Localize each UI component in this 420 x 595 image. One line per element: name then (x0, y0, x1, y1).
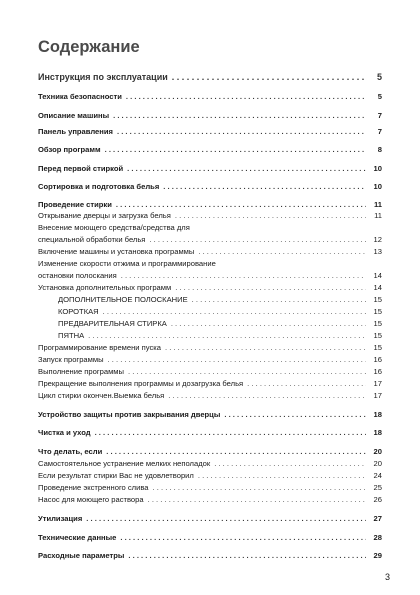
toc-leader-dots (224, 410, 366, 420)
toc-leader-dots (171, 319, 366, 329)
toc-entry[interactable] (38, 247, 382, 257)
toc-entry-page: 25 (373, 483, 382, 492)
toc-entry-page: 15 (373, 343, 382, 352)
toc-leader-dots (198, 471, 366, 481)
toc-leader-dots (127, 164, 366, 174)
toc-entry[interactable] (38, 495, 382, 505)
toc-entry-label: Установка дополнительных программ (38, 283, 172, 292)
toc-entry-page: 11 (374, 211, 382, 220)
toc-entry-page: 10 (373, 164, 382, 173)
toc-leader-dots (172, 72, 366, 82)
toc-entry-label: Технические данные (38, 533, 117, 542)
toc-entry[interactable] (38, 343, 382, 353)
page-title: Содержание (38, 38, 140, 56)
toc-entry-label: специальной обработки белья (38, 235, 146, 244)
toc-entry[interactable] (38, 72, 382, 82)
toc-leader-dots (165, 343, 366, 353)
toc-entry[interactable] (38, 111, 382, 121)
toc-entry-label: Утилизация (38, 514, 83, 523)
toc-entry-page: 20 (373, 459, 382, 468)
toc-entry[interactable] (38, 283, 382, 293)
toc-leader-dots (116, 200, 366, 210)
toc-entry-page: 5 (376, 72, 382, 82)
toc-entry-label: Самостоятельное устранение мелких неполадок (38, 459, 211, 468)
toc-entry-page: 17 (373, 379, 382, 388)
toc-entry[interactable] (38, 514, 382, 524)
toc-entry-label: ПРЕДВАРИТЕЛЬНАЯ СТИРКА (58, 319, 167, 328)
toc-entry-label: Описание машины (38, 111, 110, 120)
toc-entry-label: Если результат стирки Вас не удовлетворил (38, 471, 194, 480)
toc-entry-label: Обзор программ (38, 145, 101, 154)
toc-entry-page: 20 (373, 447, 382, 456)
toc-entry[interactable] (38, 471, 382, 481)
toc-entry[interactable] (38, 200, 382, 210)
toc-entry[interactable] (38, 551, 382, 561)
toc-entry-page: 12 (373, 235, 382, 244)
toc-entry-label: Насос для моющего раствора (38, 495, 144, 504)
toc-leader-dots (88, 331, 366, 341)
toc-entry-page: 5 (377, 92, 382, 101)
toc-entry-label: Техника безопасности (38, 92, 122, 101)
toc-leader-dots (106, 447, 366, 457)
toc-entry-page: 11 (373, 200, 382, 209)
toc-entry-page: 14 (373, 271, 382, 280)
toc-leader-dots (175, 283, 366, 293)
toc-entry-page: 29 (373, 551, 382, 560)
toc-entry-page: 27 (373, 514, 382, 523)
toc-entry[interactable] (38, 319, 382, 329)
toc-leader-dots (121, 271, 366, 281)
toc-entry-label: остановки полоскания (38, 271, 117, 280)
toc-entry[interactable] (38, 307, 382, 317)
toc-entry-label: Внесение моющего средства/средства для (38, 223, 190, 232)
toc-entry[interactable] (38, 367, 382, 377)
toc-entry-label: Прекращение выполнения программы и дозагрузка белья (38, 379, 244, 388)
toc-leader-dots (126, 92, 366, 102)
toc-leader-dots (105, 145, 366, 155)
toc-entry-label: Проведение стирки (38, 200, 112, 209)
toc-entry[interactable] (38, 410, 382, 420)
toc-entry-page: 24 (373, 471, 382, 480)
toc-entry-label: Проведение экстренного слива (38, 483, 149, 492)
toc-entry-page: 15 (373, 319, 382, 328)
toc-leader-dots (103, 307, 366, 317)
toc-entry-page: 7 (377, 111, 382, 120)
toc-leader-dots (168, 391, 366, 401)
toc-entry[interactable] (38, 211, 382, 221)
toc-entry-label: Расходные параметры (38, 551, 125, 560)
toc-entry-page: 18 (373, 410, 382, 419)
toc-entry[interactable] (38, 164, 382, 174)
toc-leader-dots (153, 483, 366, 493)
toc-entry-label: Выполнение программы (38, 367, 124, 376)
toc-entry[interactable] (38, 271, 382, 281)
toc-leader-dots (86, 514, 366, 524)
toc-entry-page: 15 (373, 331, 382, 340)
toc-entry[interactable] (38, 235, 382, 245)
toc-entry-page: 10 (373, 182, 382, 191)
toc-leader-dots (192, 295, 366, 305)
toc-leader-dots (128, 551, 366, 561)
toc-entry[interactable] (38, 331, 382, 341)
toc-entry-label: Запуск программы (38, 355, 104, 364)
toc-entry-label: Что делать, если (38, 447, 103, 456)
toc-entry-label: Сортировка и подготовка белья (38, 182, 160, 191)
toc-entry-page: 13 (373, 247, 382, 256)
toc-entry[interactable] (38, 483, 382, 493)
toc-entry[interactable] (38, 92, 382, 102)
toc-entry-label: Программирование времени пуска (38, 343, 161, 352)
toc-entry-page: 8 (377, 145, 382, 154)
toc-entry[interactable] (38, 533, 382, 543)
toc-entry[interactable] (38, 355, 382, 365)
toc-entry-label: Включение машины и установка программы (38, 247, 195, 256)
toc-leader-dots (149, 235, 366, 245)
toc-entry-page: 7 (377, 127, 382, 136)
toc-entry-label: Чистка и уход (38, 428, 91, 437)
toc-entry-label: ПЯТНА (58, 331, 85, 340)
toc-entry[interactable] (38, 223, 382, 233)
toc-entry-page: 14 (373, 283, 382, 292)
toc-leader-dots (128, 367, 366, 377)
toc-entry[interactable] (38, 127, 382, 137)
toc-entry-label: Панель управления (38, 127, 113, 136)
toc-entry[interactable] (38, 259, 382, 269)
toc-entry[interactable] (38, 145, 382, 155)
toc-entry[interactable] (38, 391, 382, 401)
toc-entry[interactable] (38, 295, 382, 305)
toc-entry-label: КОРОТКАЯ (58, 307, 99, 316)
toc-entry-page: 16 (373, 367, 382, 376)
toc-entry-page: 26 (373, 495, 382, 504)
toc-entry-label: Инструкция по эксплуатации (38, 72, 168, 82)
toc-entry[interactable] (38, 459, 382, 469)
toc-entry-page: 18 (373, 428, 382, 437)
toc-leader-dots (175, 211, 366, 221)
toc-entry-label: Изменение скорости отжима и программирование (38, 259, 216, 268)
toc-entry-page: 15 (373, 295, 382, 304)
toc-leader-dots (113, 111, 366, 121)
toc-leader-dots (214, 459, 366, 469)
toc-entry-label: Устройство защиты против закрывания дверцы (38, 410, 221, 419)
toc-entry-page: 28 (373, 533, 382, 542)
page-number: 3 (385, 572, 391, 582)
toc-leader-dots (95, 428, 366, 438)
toc-entry[interactable] (38, 379, 382, 389)
toc-entry-page: 16 (373, 355, 382, 364)
toc-entry-page: 17 (373, 391, 382, 400)
toc-leader-dots (163, 182, 366, 192)
toc-entry-label: Перед первой стиркой (38, 164, 124, 173)
toc-entry[interactable] (38, 182, 382, 192)
toc-entry-label: Цикл стирки окончен.Выемка белья (38, 391, 165, 400)
toc-leader-dots (198, 247, 366, 257)
toc-entry[interactable] (38, 447, 382, 457)
toc-leader-dots (148, 495, 366, 505)
toc-entry-label: Открывание дверцы и загрузка белья (38, 211, 171, 220)
toc-leader-dots (120, 533, 366, 543)
toc-entry-page: 15 (373, 307, 382, 316)
toc-leader-dots (108, 355, 366, 365)
toc-entry-label: ДОПОЛНИТЕЛЬНОЕ ПОЛОСКАНИЕ (58, 295, 188, 304)
toc-entry[interactable] (38, 428, 382, 438)
toc-leader-dots (117, 127, 366, 137)
toc-leader-dots (247, 379, 366, 389)
